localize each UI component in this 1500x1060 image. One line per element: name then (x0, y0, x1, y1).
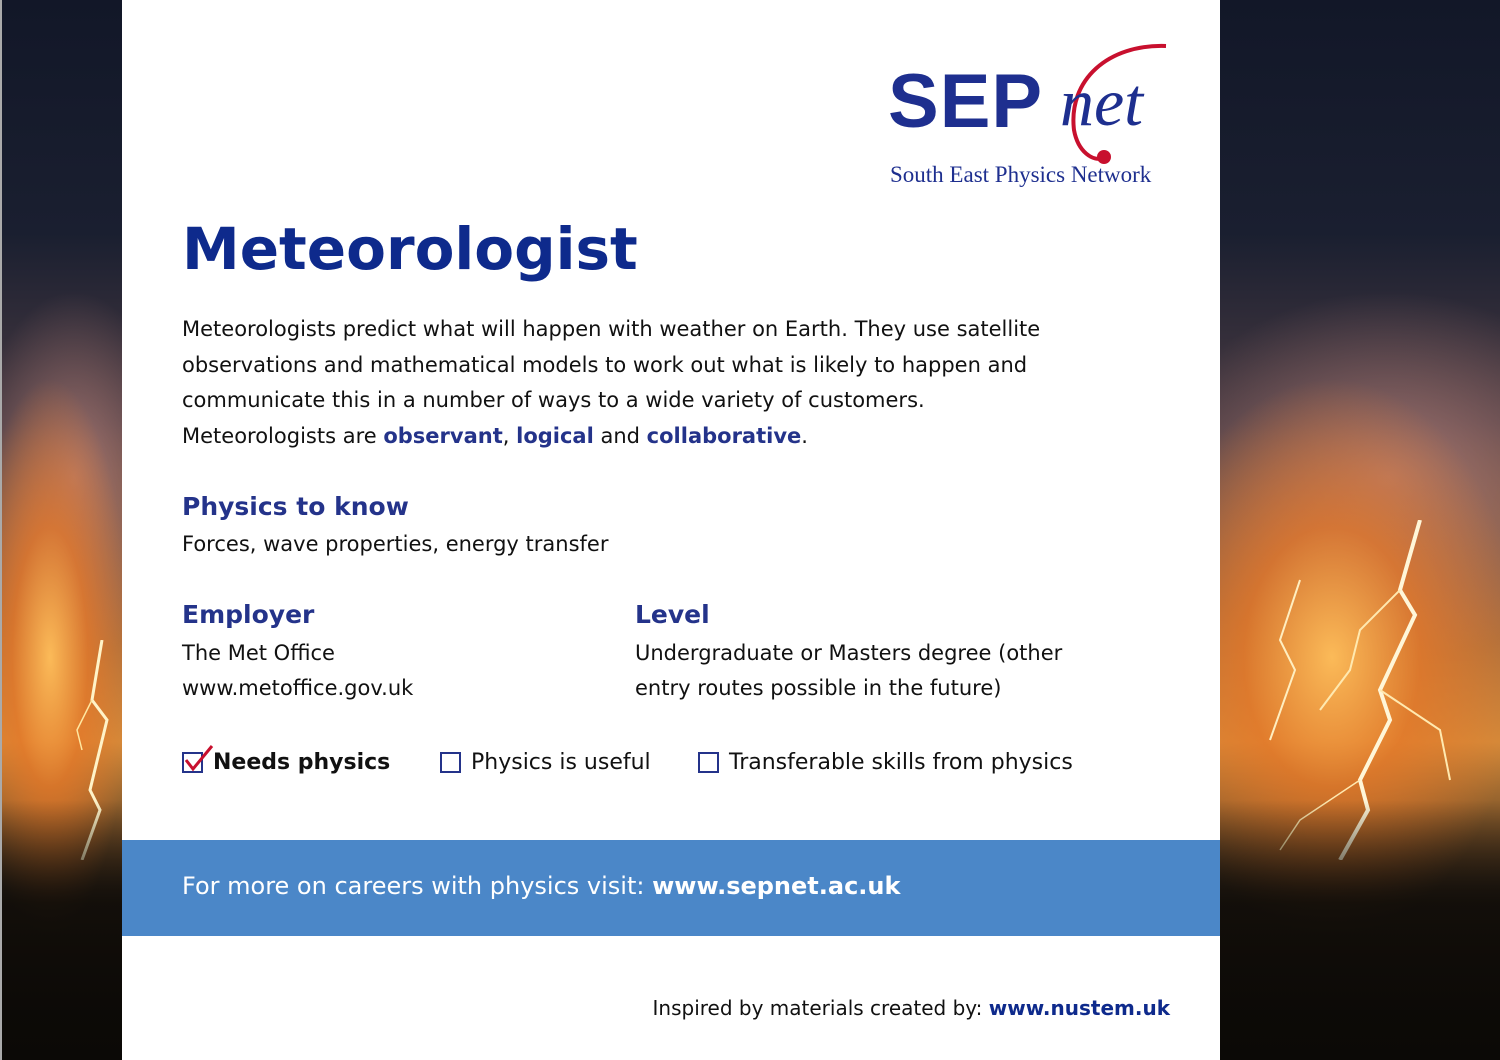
physics-heading: Physics to know (182, 492, 409, 521)
sepnet-link[interactable]: www.sepnet.ac.uk (652, 872, 901, 900)
level-heading: Level (635, 600, 710, 629)
employer-url: www.metoffice.gov.uk (182, 676, 414, 700)
physics-requirement-checklist (182, 742, 1182, 782)
career-card (122, 0, 1220, 1060)
banner-text (182, 872, 900, 900)
level-line-1: Undergraduate or Masters degree (other (635, 641, 1063, 665)
banner-lead: For more on careers with physics visit: (182, 872, 653, 900)
sepnet-logo (888, 40, 1178, 200)
credit-footer (653, 996, 1170, 1020)
checkbox-checked-icon (182, 752, 203, 773)
logo-net-text: net (1060, 64, 1144, 140)
page-title: Meteorologist (182, 215, 638, 283)
checkbox-physics-useful (440, 742, 651, 782)
physics-text: Forces, wave properties, energy transfer (182, 532, 609, 556)
checkbox-needs-physics (182, 742, 390, 782)
job-description (182, 312, 1062, 454)
careers-banner (122, 840, 1220, 936)
checkbox-label: Physics is useful (471, 749, 651, 775)
checkbox-label: Needs physics (213, 749, 391, 775)
description-end: . (801, 423, 808, 448)
trait-collaborative: collaborative (646, 423, 802, 448)
checkbox-unchecked-icon (698, 752, 719, 773)
checkbox-label: Transferable skills from physics (729, 749, 1073, 775)
checkbox-unchecked-icon (440, 752, 461, 773)
description-sep: and (593, 423, 647, 448)
storm-photo-right (1220, 0, 1500, 1060)
nustem-link[interactable]: www.nustem.uk (988, 996, 1170, 1020)
trait-observant: observant (383, 423, 503, 448)
description-text: Meteorologists predict what will happen with weather on Earth. They use satellite observations and mathematical models to work out what is likely to happen and communicate this in a number of ways to a wide variety of customers. Meteorologists are (182, 317, 1041, 448)
level-line-2: entry routes possible in the future) (635, 676, 1002, 700)
checkbox-transferable-skills (698, 742, 1073, 782)
description-sep: , (502, 423, 517, 448)
logo-subtitle: South East Physics Network (890, 162, 1152, 187)
employer-heading: Employer (182, 600, 315, 629)
employer-name: The Met Office (182, 641, 335, 665)
footer-lead: Inspired by materials created by: (652, 996, 989, 1020)
tree-silhouette (2, 800, 122, 1060)
logo-sep-text: SEP (888, 59, 1044, 144)
storm-photo-left (0, 0, 122, 1060)
trait-logical: logical (516, 423, 594, 448)
tree-silhouette (1220, 800, 1500, 1060)
